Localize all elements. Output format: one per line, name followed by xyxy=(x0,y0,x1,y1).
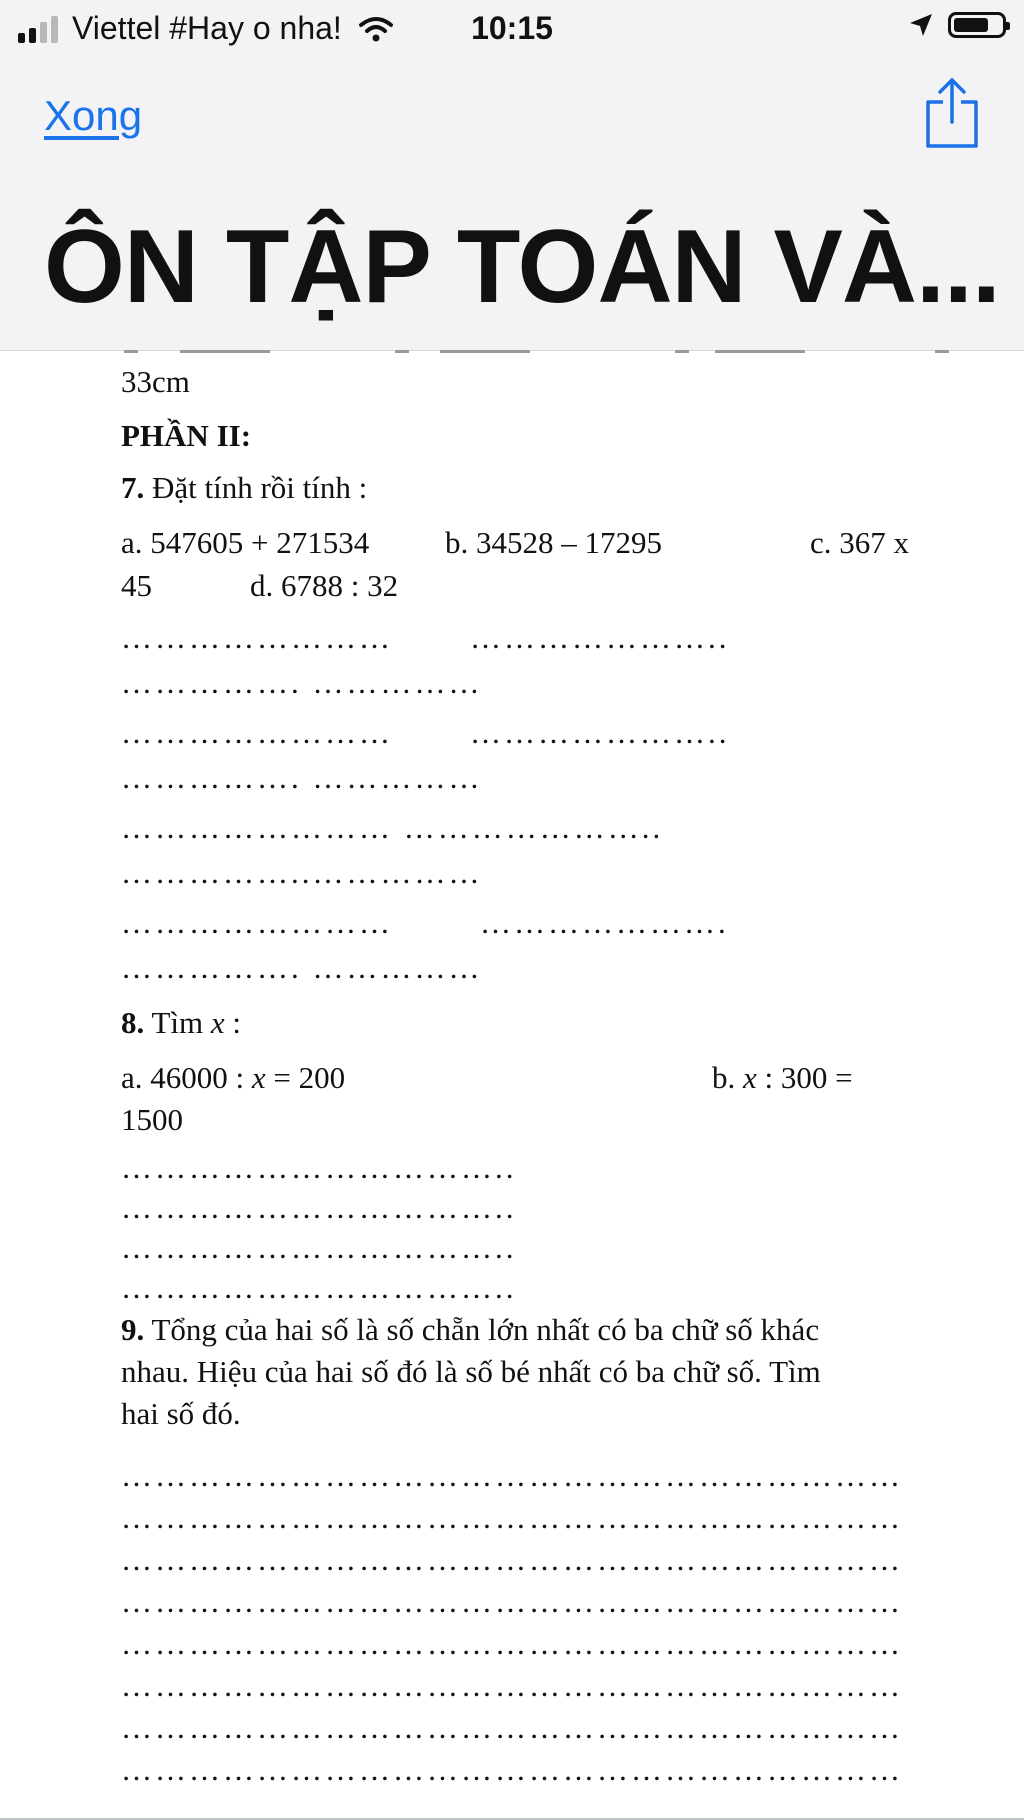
q7-answer-line: …………………… xyxy=(121,905,393,940)
part-heading: PHẦN II: xyxy=(121,418,252,453)
q9-answer-line: …………………………………………………………… xyxy=(121,1626,903,1661)
q8-answer-line: …………………………….. xyxy=(121,1150,517,1185)
q7-answer-line: …………………… xyxy=(121,620,393,655)
carrier-name: Viettel #Hay o nha! xyxy=(72,10,342,46)
battery-icon xyxy=(948,12,1006,38)
q7-answer-line: ……………. …………… xyxy=(121,950,483,985)
previous-line-fragment xyxy=(0,350,1024,358)
q9-answer-line: …………………………………………………………… xyxy=(121,1752,903,1787)
q7-answer-line: …………………… ………………….. xyxy=(121,810,664,845)
document-viewer[interactable] xyxy=(0,350,1024,1820)
question-8-item-a: a. 46000 : x = 200 xyxy=(121,1060,346,1095)
question-7-item-b: b. 34528 – 17295 xyxy=(445,525,662,560)
q7-answer-line: ……………..…………… xyxy=(121,855,483,890)
q9-answer-line: …………………………………………………………… xyxy=(121,1458,903,1493)
q7-answer-line: …………………… xyxy=(121,715,393,750)
done-button[interactable]: Xong xyxy=(44,92,143,139)
q7-answer-line: ……………. …………… xyxy=(121,760,483,795)
question-8-item-b: b. x : 300 = xyxy=(712,1060,853,1095)
question-7-item-c: c. 367 x xyxy=(810,525,910,560)
q8-answer-line: …………………………….. xyxy=(121,1230,517,1265)
q9-answer-line: …………………………………………………………… xyxy=(121,1500,903,1535)
share-button[interactable] xyxy=(924,76,980,155)
q9-answer-line: …………………………………………………………… xyxy=(121,1668,903,1703)
question-7-item-c-continued: 45 xyxy=(121,568,152,603)
q9-answer-line: …………………………………………………………… xyxy=(121,1710,903,1745)
question-8-heading: 8. Tìm x : xyxy=(121,1005,241,1040)
location-icon xyxy=(908,12,934,38)
clock: 10:15 xyxy=(471,10,553,46)
question-9-line-1: 9. Tổng của hai số là số chẵn lớn nhất có ba chữ số khác xyxy=(121,1312,820,1347)
q9-answer-line: …………………………………………………………… xyxy=(121,1584,903,1619)
previous-answer-tail: 33cm xyxy=(121,364,190,399)
document-title: ÔN TẬP TOÁN VÀ... xyxy=(44,209,1000,325)
q7-answer-line: ……………. …………… xyxy=(121,665,483,700)
question-9-line-2: nhau. Hiệu của hai số đó là số bé nhất có ba chữ số. Tìm xyxy=(121,1354,821,1389)
question-7-item-d: d. 6788 : 32 xyxy=(250,568,399,603)
navigation-bar xyxy=(0,58,1024,351)
q7-answer-line: …………………. xyxy=(480,905,729,940)
share-icon xyxy=(924,76,980,150)
question-7-item-a: a. 547605 + 271534 xyxy=(121,525,370,560)
question-8-item-b-continued: 1500 xyxy=(121,1102,183,1137)
q7-answer-line: ………………….. xyxy=(470,715,730,750)
question-7-heading: 7. Đặt tính rồi tính : xyxy=(121,470,368,505)
q7-answer-line: ………………….. xyxy=(470,620,730,655)
status-right xyxy=(908,12,1006,38)
q9-answer-line: …………………………………………………………… xyxy=(121,1542,903,1577)
status-bar xyxy=(0,0,1024,58)
question-9-line-3: hai số đó. xyxy=(121,1396,241,1431)
q8-answer-line: …………………………….. xyxy=(121,1190,517,1225)
q8-answer-line: …………………………….. xyxy=(121,1270,517,1305)
